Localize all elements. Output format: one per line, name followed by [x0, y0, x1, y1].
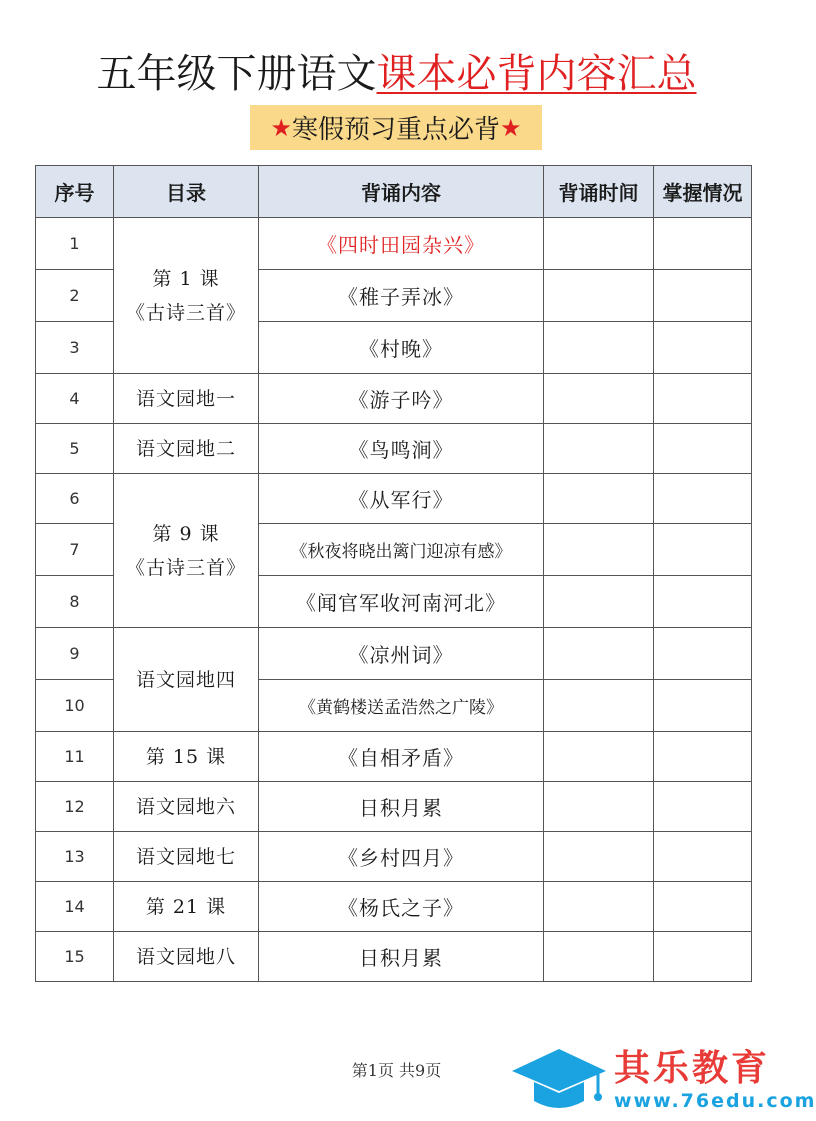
content-cell: 《闻官军收河南河北》 — [259, 576, 544, 628]
mastery-cell — [654, 782, 752, 832]
content-cell: 《村晚》 — [259, 322, 544, 374]
table-row — [36, 474, 752, 524]
title-main: 五年级下册语文 — [96, 51, 377, 97]
graduation-cap-icon — [510, 1045, 608, 1115]
mastery-cell — [654, 270, 752, 322]
directory-cell: 第 21 课 — [114, 882, 259, 932]
time-cell — [544, 424, 654, 474]
mastery-cell — [654, 832, 752, 882]
directory-cell — [114, 218, 259, 374]
row-number: 12 — [36, 782, 114, 832]
mastery-cell — [654, 474, 752, 524]
mastery-cell — [654, 628, 752, 680]
header-cell: 掌握情况 — [654, 166, 752, 218]
page-footer: 第1页 共9页 — [351, 1061, 442, 1080]
header-cell: 背诵内容 — [259, 166, 544, 218]
directory-cell: 语文园地一 — [114, 374, 259, 424]
row-number: 6 — [36, 474, 114, 524]
directory-line: 第 9 课 — [152, 522, 220, 545]
row-number: 4 — [36, 374, 114, 424]
mastery-cell — [654, 932, 752, 982]
row-number: 8 — [36, 576, 114, 628]
time-cell — [544, 628, 654, 680]
mastery-cell — [654, 218, 752, 270]
content-cell: 《鸟鸣涧》 — [259, 424, 544, 474]
time-cell — [544, 524, 654, 576]
mastery-cell — [654, 680, 752, 732]
time-cell — [544, 322, 654, 374]
row-number: 11 — [36, 732, 114, 782]
content-cell: 《凉州词》 — [259, 628, 544, 680]
content-cell: 《自相矛盾》 — [259, 732, 544, 782]
time-cell — [544, 270, 654, 322]
table-row — [36, 374, 752, 424]
time-cell — [544, 576, 654, 628]
directory-cell: 语文园地七 — [114, 832, 259, 882]
time-cell — [544, 680, 654, 732]
row-number: 15 — [36, 932, 114, 982]
directory-line: 《古诗三首》 — [125, 301, 246, 324]
row-number: 3 — [36, 322, 114, 374]
directory-line: 《古诗三首》 — [125, 556, 246, 579]
time-cell — [544, 782, 654, 832]
recitation-table — [35, 165, 752, 982]
table-row — [36, 732, 752, 782]
row-number: 7 — [36, 524, 114, 576]
content-cell: 《杨氏之子》 — [259, 882, 544, 932]
row-number: 1 — [36, 218, 114, 270]
mastery-cell — [654, 576, 752, 628]
row-number: 9 — [36, 628, 114, 680]
content-cell: 《稚子弄冰》 — [259, 270, 544, 322]
row-number: 2 — [36, 270, 114, 322]
time-cell — [544, 218, 654, 270]
table-row — [36, 782, 752, 832]
content-cell: 《游子吟》 — [259, 374, 544, 424]
brand-logo — [510, 1040, 816, 1121]
table-row — [36, 932, 752, 982]
header-cell: 序号 — [36, 166, 114, 218]
subtitle-banner — [250, 105, 542, 150]
row-number: 10 — [36, 680, 114, 732]
directory-cell: 语文园地六 — [114, 782, 259, 832]
star-icon: ★ — [500, 113, 522, 142]
directory-line: 第 1 课 — [152, 267, 220, 290]
row-number: 14 — [36, 882, 114, 932]
time-cell — [544, 732, 654, 782]
mastery-cell — [654, 882, 752, 932]
time-cell — [544, 832, 654, 882]
content-cell: 《黄鹤楼送孟浩然之广陵》 — [259, 680, 544, 732]
time-cell — [544, 474, 654, 524]
content-cell: 日积月累 — [259, 782, 544, 832]
table-header-row — [36, 166, 752, 218]
directory-cell: 第 15 课 — [114, 732, 259, 782]
mastery-cell — [654, 374, 752, 424]
content-cell: 日积月累 — [259, 932, 544, 982]
content-cell: 《秋夜将晓出篱门迎凉有感》 — [259, 524, 544, 576]
table-row — [36, 882, 752, 932]
content-cell: 《从军行》 — [259, 474, 544, 524]
directory-cell: 语文园地二 — [114, 424, 259, 474]
table-row — [36, 832, 752, 882]
time-cell — [544, 374, 654, 424]
table-row — [36, 218, 752, 270]
mastery-cell — [654, 732, 752, 782]
content-cell: 《乡村四月》 — [259, 832, 544, 882]
subtitle-text: 寒假预习重点必背 — [291, 115, 500, 145]
header-cell: 目录 — [114, 166, 259, 218]
mastery-cell — [654, 322, 752, 374]
star-icon: ★ — [270, 113, 292, 142]
directory-cell: 语文园地四 — [114, 628, 259, 732]
row-number: 13 — [36, 832, 114, 882]
time-cell — [544, 882, 654, 932]
mastery-cell — [654, 524, 752, 576]
table-row — [36, 424, 752, 474]
row-number: 5 — [36, 424, 114, 474]
header-cell: 背诵时间 — [544, 166, 654, 218]
brand-url: www.76edu.com — [614, 1090, 816, 1112]
mastery-cell — [654, 424, 752, 474]
page-title — [0, 48, 793, 100]
content-cell: 《四时田园杂兴》 — [259, 218, 544, 270]
table-row — [36, 628, 752, 680]
title-highlight: 课本必背内容汇总 — [376, 51, 697, 97]
directory-cell — [114, 474, 259, 628]
time-cell — [544, 932, 654, 982]
directory-cell: 语文园地八 — [114, 932, 259, 982]
brand-name: 其乐教育 — [614, 1048, 771, 1089]
